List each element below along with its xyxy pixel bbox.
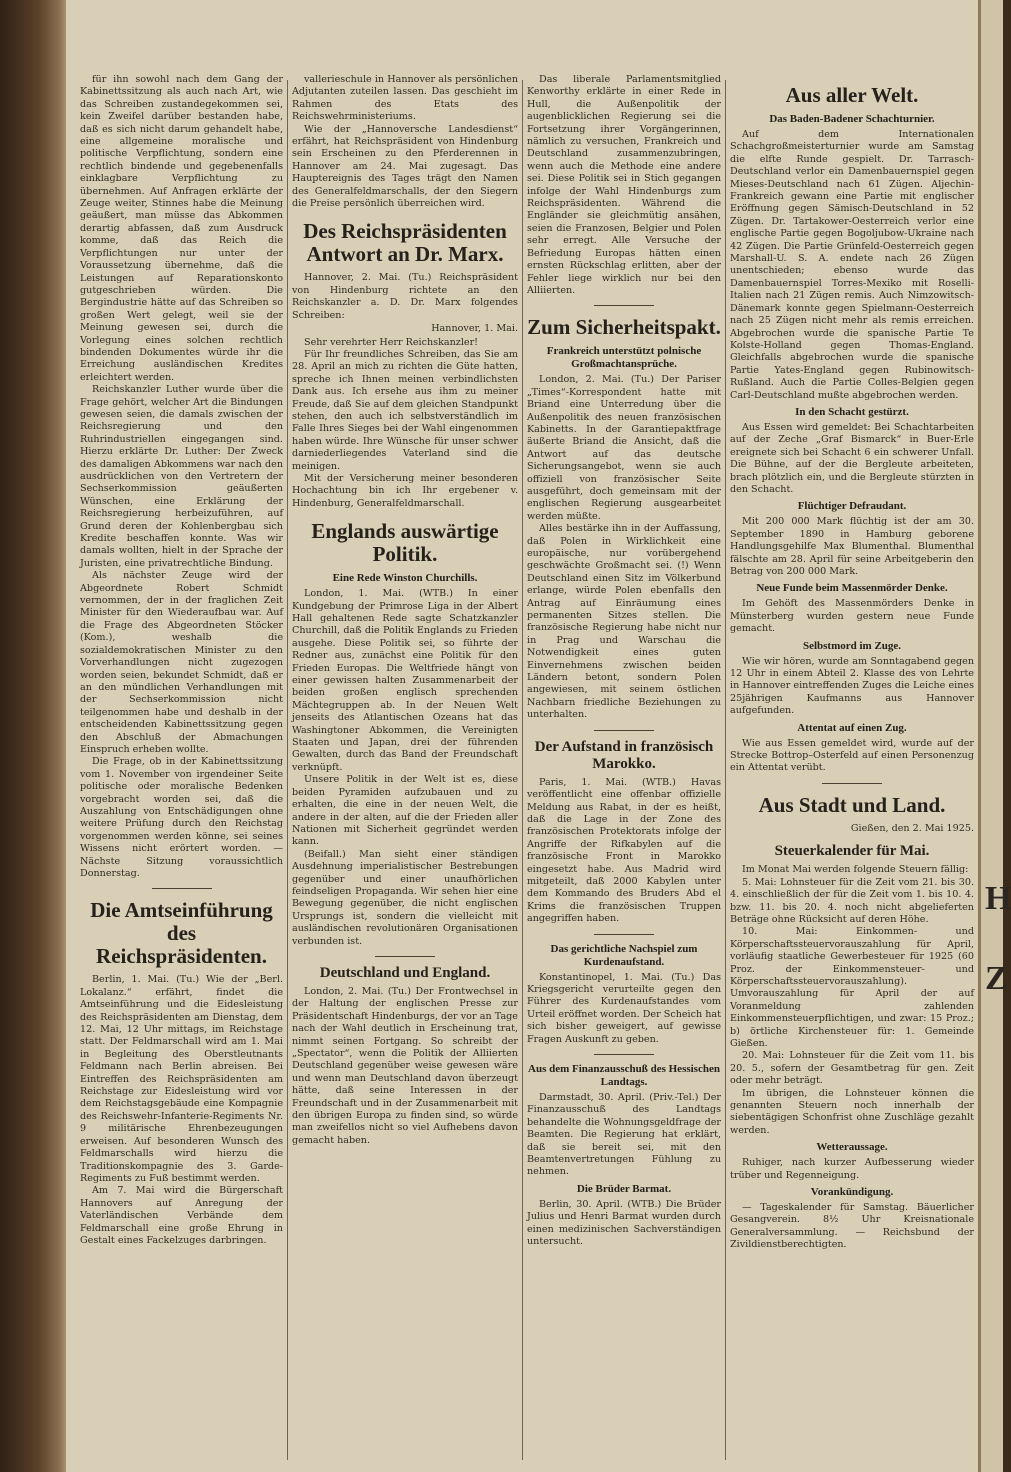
article-subheadline: Frankreich unterstützt polnische Großmachtansprüche. — [546, 345, 702, 371]
adjacent-page-fragment: H — [985, 880, 1011, 917]
article-subheadline: Flüchtiger Defraudant. — [797, 500, 907, 513]
article-paragraph: Sehr verehrter Herr Reichskanzler! — [304, 336, 479, 348]
article-headline: Steuerkalender für Mai. — [774, 843, 930, 860]
article-paragraph: — Tageskalender für Samstag. Bäuerlicher Gesangverein. 8½ Uhr Kreisnationale Generalversammlung. — Reichsbund der Zivildienstberechtigten. — [730, 1202, 974, 1251]
section-rule — [594, 305, 654, 306]
article-paragraph: London, 2. Mai. (Tu.) Der Pariser „Times“-Korrespondent hatte mit Briand eine Unterredung über die Außenpolitik des neuen französischen Kabinetts. In der Garantiepaktfrage äußerte Briand die Ansicht, daß die Antwort auf das deutsche Sicherungsangebot, wenn sie auch offiziell von französischer Seite ausgeführt, doch gemeinsam mit der englischen Regierung ausgearbeitet werden müßte. — [527, 374, 721, 522]
article-paragraph: Am 7. Mai wird die Bürgerschaft Hannovers auf Anregung der Vaterländischen Verbände dem Feldmarschall eine große Ehrung in Gestalt eines Fackelzuges darbringen. — [80, 1185, 283, 1246]
article-paragraph: Darmstadt, 30. April. (Priv.-Tel.) Der Finanzausschuß des Landtags behandelte die Wohnungsgeldfrage der Beamten. Die Regierung hat erklärt, daß sie bereit sei, mit den Beamtenvertretungen Fühlung zu nehmen. — [527, 1092, 721, 1178]
article-headline: Zum Sicherheitspakt. — [527, 315, 721, 340]
article-paragraph: Paris, 1. Mai. (WTB.) Havas veröffentlicht eine offenbar offizielle Meldung aus Rabat, in der es heißt, daß die Lage in der Zone des französischen Protektorats infolge der Angriffe der Rifkabylen auf die französische Front in Marokko eingesetzt habe. Aus Madrid wird mitgeteilt, daß 2000 Kabylen unter dem Kommando des Bruders Abd el Krims die französischen Truppen angegriffen haben. — [527, 776, 721, 925]
section-rule — [152, 888, 212, 889]
article-paragraph: Im Gehöft des Massenmörders Denke in Münsterberg wurden gestern neue Funde gemacht. — [730, 598, 974, 635]
article-paragraph: Die Frage, ob in der Kabinettssitzung vom 1. November von irgendeiner Seite politische oder moralische Bedenken vorgebracht worden sei, daß die Auszahlung von Entschädigungen ohne weitere Prüfung durch den Reichstag vorgenommen werden könne, sei seines Wissens nicht erörtert worden. — Nächste Sitzung voraussichtlich Donnerstag. — [80, 756, 283, 879]
article-subheadline: Neue Funde beim Massenmörder Denke. — [756, 582, 948, 595]
adjacent-page-edge — [978, 0, 1011, 1472]
dateline: Hannover, 1. Mai. — [431, 323, 518, 335]
article-subheadline: Wetteraussage. — [816, 1141, 888, 1154]
article-subheadline: Attentat auf einen Zug. — [797, 721, 907, 734]
column-2 — [292, 74, 518, 1464]
section-rule — [594, 1054, 654, 1055]
column-divider — [725, 80, 726, 1460]
article-headline: Deutschland und England. — [319, 964, 491, 981]
article-paragraph: Aus Essen wird gemeldet: Bei Schachtarbeiten auf der Zeche „Graf Bismarck“ in Buer-Erle ereignete sich bei Schacht 6 ein schwerer Unfall. Die Bühne, auf der die Bergleute arbeiteten, brach plötzlich ein, und die Bergleute stürzten in den Schacht. — [730, 421, 974, 495]
article-paragraph: 20. Mai: Lohnsteuer für die Zeit vom 11. bis 20. 5., sofern der Gesamtbetrag für gen. Zeit oder mehr beträgt. — [730, 1050, 974, 1087]
article-paragraph: (Beifall.) Man sieht einer ständigen Ausdehnung imperialistischer Bestrebungen gegenüber und einer unaufhörlichen feindseligen Propaganda. Wir sehen hier eine Bewegung gegenüber, die nicht englischen Ursprungs ist, sondern die vielleicht mit ausländischen revolutionären Organisationen verbunden ist. — [292, 848, 518, 947]
article-paragraph: 10. Mai: Einkommen- und Körperschaftssteuervorauszahlung für April, vorläufig staatliche Gewerbesteuer für 1925 (60 Proz. der Einkommensteuer- und Körperschaftssteuervorauszahlung). Umvorauszahlung für April der auf Voranmeldung zahlenden Einkommensteuerpflichtigen, und zwar: 15 Proz.; b) örtliche Kirchensteuer für: 1. Gemeinde Gießen. — [730, 926, 974, 1049]
article-headline: Des Reichspräsidenten Antwort an Dr. Marx. — [303, 219, 507, 267]
article-paragraph: Ruhiger, nach kurzer Aufbesserung wieder trüber und Regenneigung. — [730, 1157, 974, 1181]
article-paragraph: Wie wir hören, wurde am Sonntagabend gegen 12 Uhr in einem Abteil 2. Klasse des von Lehrte in Hannover eintreffenden Zuges die Leiche eines 25jährigen Kaufmanns aus Hannover aufgefunden. — [730, 655, 974, 717]
article-paragraph: vallerieschule in Hannover als persönlichen Adjutanten zuteilen lassen. Das geschieht im Rahmen des Etats des Reichswehrministeriums. — [292, 74, 518, 123]
article-paragraph: Mit der Versicherung meiner besonderen Hochachtung bin ich Ihr ergebener v. Hindenburg, Generalfeldmarschall. — [292, 472, 518, 509]
article-paragraph: Berlin, 1. Mai. (Tu.) Wie der „Berl. Lokalanz.“ erfährt, findet die Amtseinführung und die Eidesleistung des Reichspräsidenten am Dienstag, dem 12. Mai, 12 Uhr mittags, im Reichstage statt. Der Feldmarschall wird am 1. Mai in Begleitung des Oberstleutnants Feldmann nach Berlin abreisen. Bei Eintreffen des Reichspräsidenten am Reichstage zur Eidesleistung wird vor dem Reichstagsgebäude eine Kompagnie des Reichswehr-Infanterie-Regiments Nr. 9 militärische Ehrenbezeugungen erweisen. Auf besonderen Wunsch des Feldmarschalls wird hierzu die Traditionskompagnie des 3. Garde-Regiments zu Fuß bestimmt werden. — [80, 974, 283, 1184]
article-paragraph: Unsere Politik in der Welt ist es, diese beiden Pyramiden aufzubauen und zu erhalten, die eine in der neuen Welt, die andere in der alten, auf die der Frieden aller Nationen mit Sicherheit gegründet werden kann. — [292, 774, 518, 848]
article-paragraph: Konstantinopel, 1. Mai. (Tu.) Das Kriegsgericht verurteilte gegen den Führer des Kurdenaufstandes vom Urteil eröffnet worden. Der Scheich hat sich bisher geweigert, auf gewisse Fragen Auskunft zu geben. — [527, 971, 721, 1045]
dateline: Gießen, den 2. Mai 1925. — [850, 822, 974, 834]
column-divider — [522, 80, 523, 1460]
article-paragraph: Im übrigen, die Lohnsteuer können die genannten Steuern noch innerhalb der siebentägigen Schonfrist ohne Zuschläge gezahlt werden. — [730, 1087, 974, 1136]
article-paragraph: Alles bestärke ihn in der Auffassung, daß Polen in Wirklichkeit eine europäische, nur vorübergehend geschwächte Großmacht sei. (!) Wenn Deutschland einen Sitz im Völkerbund erlange, würde Polen ebenfalls den Antrag auf Einräumung eines permanenten Sitzes stellen. Die französische Regierung habe nicht nur in Prag und Warschau die Notwendigkeit eines guten Einvernehmens zwischen beiden Ländern betont, sondern Polen angewiesen, mit seinem östlichen Nachbarn friedliche Beziehungen zu unterhalten. — [527, 523, 721, 721]
article-paragraph: Als nächster Zeuge wird der Abgeordnete Robert Schmidt vernommen, der in der fraglichen Zeit Minister für den Wiederaufbau war. Auf die Frage des Abgeordneten Stöcker (Kom.), weshalb die sozialdemokratischen Minister zu den Vorverhandlungen nicht zugezogen worden seien, bekundet Schmidt, daß er an den mündlichen Verhandlungen mit der Sechserkommission nicht teilgenommen habe und deshalb in der entscheidenden Kabinettssitzung gegen den Abschluß der Abmachungen Einspruch erheben wollte. — [80, 570, 283, 755]
article-headline: Englands auswärtige Politik. — [311, 519, 499, 567]
article-subheadline: Vorankündigung. — [810, 1186, 894, 1199]
article-subheadline: Aus dem Finanzausschuß des Hessischen Landtags. — [528, 1063, 720, 1088]
article-subheadline: Das gerichtliche Nachspiel zum Kurdenaufstand. — [550, 942, 698, 968]
article-subheadline: In den Schacht gestürzt. — [795, 405, 909, 418]
column-divider — [287, 80, 288, 1460]
article-paragraph: Hannover, 2. Mai. (Tu.) Reichspräsident von Hindenburg richtete an den Reichskanzler a. D. Dr. Marx folgendes Schreiben: — [292, 272, 518, 321]
article-paragraph: Berlin, 30. April. (WTB.) Die Brüder Julius und Henri Barmat wurden durch einen medizinischen Sachverständigen untersucht. — [527, 1198, 721, 1248]
article-paragraph: Mit 200 000 Mark flüchtig ist der am 30. September 1890 in Hamburg geborene Handlungsgehilfe Max Blumenthal. Blumenthal fälschte am 28. April für seine Arbeitgeberin den Betrag von 200 000 Mark. — [730, 516, 974, 577]
article-paragraph: Das liberale Parlamentsmitglied Kenworthy erklärte in einer Rede in Hull, die Außenpolitik der augenblicklichen Regierung sei die Fortsetzung ihrer Vorgängerinnen, nämlich zu versuchen, Frankreich und Deutschland zusammenzubringen, wenn auch die Methode eine andere sei. Diese Politik sei in Stich gegangen infolge der Wahl Hindenburgs zum Reichspräsidenten. Während die Engländer sie gleichmütig ansähen, seien die Franzosen, Belgier und Polen sehr erregt. Alle Versuche der Befriedung Europas hätten einen ernsten Rückschlag erlitten, aber der Fehler liege wirklich nur bei den Alliierten. — [527, 74, 721, 296]
column-4 — [730, 74, 974, 1464]
article-paragraph: London, 2. Mai. (Tu.) Der Frontwechsel in der Haltung der englischen Presse zur Präsidentschaft Hindenburgs, der vor an Tage nach der Wahl deutlich in Erscheinung trat, nimmt seinen Fortgang. So schreibt der „Spectator“, wenn die Politik der Alliierten Deutschland gegenüber weise gewesen wäre und wenn man Deutschland davon überzeugt hätte, daß seine Interessen in der Freundschaft und in der Zusammenarbeit mit den übrigen Europa zu finden sind, so würde man zweifellos nicht so viel Aufhebens davon gemacht haben. — [292, 985, 518, 1146]
article-paragraph: London, 1. Mai. (WTB.) In einer Kundgebung der Primrose Liga in der Albert Hall gehaltenen Rede sagte Schatzkanzler Churchill, daß die Politik Englands zu Frieden ausgehe. Diese Politik sei, so führte der Redner aus, zunächst eine Politik für den Frieden Europas. Die Weltfriede hängt von einer gewissen halten Zusammenarbeit der beiden großen englisch sprechenden Mächtegruppen ab. In der Neuen Welt jenseits des Atlantischen Ozeans hat das Washingtoner Abkommen, die Vereinigten Staaten und Japan, drei der führenden Gewalten, durch das Band der Freundschaft verknüpft. — [292, 588, 518, 773]
adjacent-page-fragment: Z — [985, 960, 1008, 997]
article-paragraph: für ihn sowohl nach dem Gang der Kabinettssitzung als auch nach Art, wie das Schreiben zustandegekommen sei, kein Zweifel darüber bestanden habe, daß es sich nicht darum gehandelt habe, eine allgemeine moralische und politische Verpflichtung, sondern eine rechtlich bindende und gegebenenfalls einklagbare Verpflichtung zu übernehmen. Auf Anfragen erklärte der Zeuge weiter, Stinnes habe die Meinung geäußert, man müsse das Abkommen derartig abfassen, daß zum Ausdruck komme, daß das Reich die Verpflichtungen nur unter der Voraussetzung übernehme, daß die Leistungen auf Reparationskonto gutgeschrieben würden. Die Bergindustrie hätte auf das Schreiben so großen Wert gelegt, weil sie der Meinung gewesen sei, durch die Vorlegung eines solchen rechtlich bindenden Dokumentes würde ihr die Erreichung ausländischen Kredites erleichtert werden. — [80, 74, 283, 383]
article-paragraph: Im Monat Mai werden folgende Steuern fällig: — [742, 864, 969, 876]
article-paragraph: Für Ihr freundliches Schreiben, das Sie am 28. April an mich zu richten die Güte hatten, spreche ich Ihnen meinen verbindlichsten Dank aus. Ich ersehe aus ihm zu meiner Freude, daß Sie auf dem gleichen Standpunkt stehen, den auch ich selbstverständlich im Falle Ihres Sieges bei der Wahl eingenommen haben würde. Ihre Wünsche für unser schwer darniederliegendes Vaterland sind die meinigen. — [292, 348, 518, 472]
section-rule — [594, 730, 654, 731]
column-1 — [80, 74, 283, 1464]
article-subheadline: Die Brüder Barmat. — [576, 1182, 672, 1195]
article-subheadline: Eine Rede Winston Churchills. — [332, 572, 478, 585]
article-paragraph: 5. Mai: Lohnsteuer für die Zeit vom 21. bis 30. 4. einschließlich der für die Zeit vom 1. bis 10. 4. bzw. 11. bis 20. 4. noch nicht abgelieferten Beträge ohne Rücksicht auf deren Höhe. — [730, 876, 974, 925]
article-headline: Die Amtseinführung des Reichspräsidenten. — [90, 898, 273, 969]
article-paragraph: Wie aus Essen gemeldet wird, wurde auf der Strecke Bottrop–Osterfeld auf einen Personenzug ein Attentat verübt. — [730, 737, 974, 774]
article-paragraph: Reichskanzler Luther wurde über die Frage gehört, welcher Art die Bindungen gewesen seien, die damals zwischen der Reichsregierung und den Ruhrindustriellen eingegangen sind. Hierzu erklärte Dr. Luther: Der Zweck des damaligen Abkommens war nach den ausdrücklichen von den Vertretern der Sechserkommission geäußerten Wünschen, eine Erklärung der Reichsregierung herbeizuführen, auf Grund deren der Kohlenbergbau sich Kredite beschaffen konnte. Was wir damals wollten, hielt in der Sprache der Juristen, eine privatrechtliche Bindung. — [80, 384, 283, 569]
article-subheadline: Selbstmord im Zuge. — [802, 639, 902, 652]
article-paragraph: Auf dem Internationalen Schachgroßmeisterturnier wurde am Samstag die elfte Runde gespielt. Dr. Tarrasch-Deutschland verlor ein Damenbauernspiel gegen Mieses-Deutschland nach 61 Zügen. Aljechin-Frankreich gewann eine Partie mit englischer Eröffnung gegen Sämisch-Deutschland in 52 Zügen. Dr. Tartakower-Oesterreich verlor eine englische Partie gegen Bogoljubow-Ukraine nach 42 Zügen. Die Partie Grünfeld-Oesterreich gegen Marshall-U. S. A. endete nach 26 Zügen unentschieden; ebenso wurde das Damenbauernspiel Torres-Mexiko mit Roselli-Italien nach 21 Zügen remis. Auch Nimzowitsch-Dänemark konnte gegen Spielmann-Oesterreich nach 25 Zügen nicht mehr als remis erreichen. Abgebrochen wurde die spanische Partie Te Kolste-Holland gegen Thomas-England. Gleichfalls abgebrochen wurde die spanische Partie Yates-England gegen Rubinowitsch-Rußland. Auch die Partie Colles-Belgien gegen Carl-Deutschland mußte abgebrochen werden. — [730, 129, 974, 401]
article-headline: Der Aufstand in französisch Marokko. — [534, 738, 714, 772]
section-rule — [594, 934, 654, 935]
column-3 — [527, 74, 721, 1464]
article-subheadline: Das Baden-Badener Schachturnier. — [769, 113, 935, 125]
article-headline: Aus Stadt und Land. — [758, 792, 946, 817]
section-rule — [375, 956, 435, 957]
article-paragraph: Wie der „Hannoversche Landesdienst“ erfährt, hat Reichspräsident von Hindenburg sein Erscheinen zu den Pferderennen in Hannover am 24. Mai zugesagt. Das Hauptereignis des Tages trägt den Namen des Generalfeldmarschalls, der den Siegern die Preise persönlich überreichen wird. — [292, 123, 518, 210]
article-headline: Aus aller Welt. — [785, 83, 919, 107]
section-rule — [822, 783, 882, 784]
book-binding — [0, 0, 70, 1472]
